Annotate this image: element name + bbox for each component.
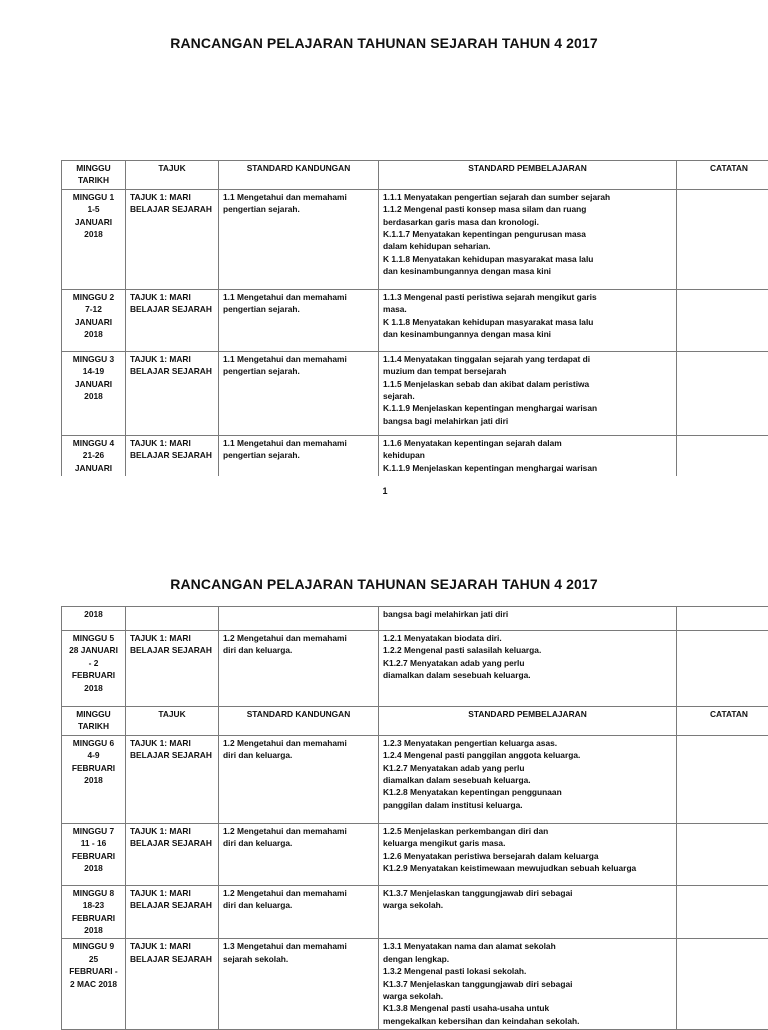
learning-standard-cell: 1.1.1 Menyatakan pengertian sejarah dan sumber sejarah 1.1.2 Mengenal pasti konsep masa silam dan ruang berdasarkan garis masa dan kronologi. K.1.1.7 Menyatakan kepentingan pengurusan masa dalam kehidupan seharian. K 1.1.8 Menyatakan kehidupan masyarakat masa lalu dan kesinambungannya dengan masa kini [379, 189, 677, 289]
topic-cell: TAJUK 1: MARI BELAJAR SEJARAH [126, 885, 219, 939]
header-week: MINGGU TARIKH [62, 707, 126, 736]
notes-cell [677, 435, 768, 476]
notes-cell [677, 351, 768, 435]
table-row [62, 885, 768, 939]
page-title: RANCANGAN PELAJARAN TAHUNAN SEJARAH TAHUN 4 2017 [0, 576, 768, 592]
topic-cell [126, 607, 219, 631]
learning-standard-cell: 1.2.1 Menyatakan biodata diri. 1.2.2 Mengenal pasti salasilah keluarga. K1.2.7 Menyatakan adab yang perlu diamalkan dalam sesebuah keluarga. [379, 631, 677, 707]
notes-cell [677, 735, 768, 823]
learning-standard-cell: 1.1.3 Mengenal pasti peristiwa sejarah mengikut garis masa. K 1.1.8 Menyatakan kehidupan masyarakat masa lalu dan kesinambungannya dengan masa kini [379, 289, 677, 351]
table-row [62, 735, 768, 823]
page-number: 1 [375, 486, 395, 496]
content-standard-cell: 1.1 Mengetahui dan memahami pengertian sejarah. [219, 435, 379, 476]
week-cell: MINGGU 3 14-19 JANUARI 2018 [62, 351, 126, 435]
topic-cell: TAJUK 1: MARI BELAJAR SEJARAH [126, 631, 219, 707]
content-standard-cell: 1.2 Mengetahui dan memahami diri dan keluarga. [219, 735, 379, 823]
learning-standard-cell: 1.2.5 Menjelaskan perkembangan diri dan keluarga mengikut garis masa. 1.2.6 Menyatakan peristiwa bersejarah dalam keluarga K1.2.9 Menyatakan keistimewaan mewujudkan sebuah keluarga [379, 823, 677, 885]
header-topic: TAJUK [126, 707, 219, 736]
learning-standard-cell: K1.3.7 Menjelaskan tanggungjawab diri sebagai warga sekolah. [379, 885, 677, 939]
table-row [62, 939, 768, 1030]
header-week: MINGGU TARIKH [62, 161, 126, 190]
week-cell: MINGGU 4 21-26 JANUARI [62, 435, 126, 476]
header-notes: CATATAN [677, 707, 768, 736]
content-standard-cell: 1.1 Mengetahui dan memahami pengertian sejarah. [219, 351, 379, 435]
table-header-row [62, 161, 768, 190]
header-learning-standard: STANDARD PEMBELAJARAN [379, 161, 677, 190]
week-cell: MINGGU 8 18-23 FEBRUARI 2018 [62, 885, 126, 939]
table-row [62, 823, 768, 885]
table-row [62, 631, 768, 707]
notes-cell [677, 189, 768, 289]
learning-standard-cell: 1.1.4 Menyatakan tinggalan sejarah yang terdapat di muzium dan tempat bersejarah 1.1.5 Menjelaskan sebab dan akibat dalam peristiwa sejarah. K.1.1.9 Menjelaskan kepentingan menghargai warisan bangsa bagi melahirkan jati diri [379, 351, 677, 435]
page-title: RANCANGAN PELAJARAN TAHUNAN SEJARAH TAHUN 4 2017 [0, 35, 768, 51]
topic-cell: TAJUK 1: MARI BELAJAR SEJARAH [126, 823, 219, 885]
table-row [62, 351, 768, 435]
week-cell: MINGGU 6 4-9 FEBRUARI 2018 [62, 735, 126, 823]
table-header-row [62, 707, 768, 736]
header-content-standard: STANDARD KANDUNGAN [219, 161, 379, 190]
week-cell: 2018 [62, 607, 126, 631]
topic-cell: TAJUK 1: MARI BELAJAR SEJARAH [126, 735, 219, 823]
content-standard-cell [219, 607, 379, 631]
table-row [62, 289, 768, 351]
notes-cell [677, 289, 768, 351]
topic-cell: TAJUK 1: MARI BELAJAR SEJARAH [126, 351, 219, 435]
topic-cell: TAJUK 1: MARI BELAJAR SEJARAH [126, 435, 219, 476]
content-standard-cell: 1.3 Mengetahui dan memahami sejarah sekolah. [219, 939, 379, 1030]
annual-plan-table-continued [61, 606, 768, 1030]
table-row [62, 435, 768, 476]
content-standard-cell: 1.2 Mengetahui dan memahami diri dan keluarga. [219, 823, 379, 885]
notes-cell [677, 631, 768, 707]
content-standard-cell: 1.2 Mengetahui dan memahami diri dan keluarga. [219, 885, 379, 939]
learning-standard-cell: 1.3.1 Menyatakan nama dan alamat sekolah dengan lengkap. 1.3.2 Mengenal pasti lokasi sekolah. K1.3.7 Menjelaskan tanggungjawab diri sebagai warga sekolah. K1.3.8 Mengenal pasti usaha-usaha untuk mengekalkan kebersihan dan keindahan sekolah. [379, 939, 677, 1030]
content-standard-cell: 1.2 Mengetahui dan memahami diri dan keluarga. [219, 631, 379, 707]
annual-plan-table [61, 160, 768, 476]
table-row-continuation [62, 607, 768, 631]
table-row [62, 189, 768, 289]
content-standard-cell: 1.1 Mengetahui dan memahami pengertian sejarah. [219, 189, 379, 289]
week-cell: MINGGU 1 1-5 JANUARI 2018 [62, 189, 126, 289]
learning-standard-cell: 1.1.6 Menyatakan kepentingan sejarah dalam kehidupan K.1.1.9 Menjelaskan kepentingan menghargai warisan [379, 435, 677, 476]
week-cell: MINGGU 7 11 - 16 FEBRUARI 2018 [62, 823, 126, 885]
topic-cell: TAJUK 1: MARI BELAJAR SEJARAH [126, 939, 219, 1030]
week-cell: MINGGU 9 25 FEBRUARI - 2 MAC 2018 [62, 939, 126, 1030]
learning-standard-cell: 1.2.3 Menyatakan pengertian keluarga asas. 1.2.4 Mengenal pasti panggilan anggota keluarga. K1.2.7 Menyatakan adab yang perlu diamalkan dalam sesebuah keluarga. K1.2.8 Menyatakan kepentingan penggunaan panggilan dalam institusi keluarga. [379, 735, 677, 823]
header-content-standard: STANDARD KANDUNGAN [219, 707, 379, 736]
week-cell: MINGGU 5 28 JANUARI - 2 FEBRUARI 2018 [62, 631, 126, 707]
notes-cell [677, 939, 768, 1030]
learning-standard-cell: bangsa bagi melahirkan jati diri [379, 607, 677, 631]
notes-cell [677, 607, 768, 631]
week-cell: MINGGU 2 7-12 JANUARI 2018 [62, 289, 126, 351]
notes-cell [677, 885, 768, 939]
header-learning-standard: STANDARD PEMBELAJARAN [379, 707, 677, 736]
topic-cell: TAJUK 1: MARI BELAJAR SEJARAH [126, 189, 219, 289]
notes-cell [677, 823, 768, 885]
header-topic: TAJUK [126, 161, 219, 190]
topic-cell: TAJUK 1: MARI BELAJAR SEJARAH [126, 289, 219, 351]
content-standard-cell: 1.1 Mengetahui dan memahami pengertian sejarah. [219, 289, 379, 351]
header-notes: CATATAN [677, 161, 768, 190]
